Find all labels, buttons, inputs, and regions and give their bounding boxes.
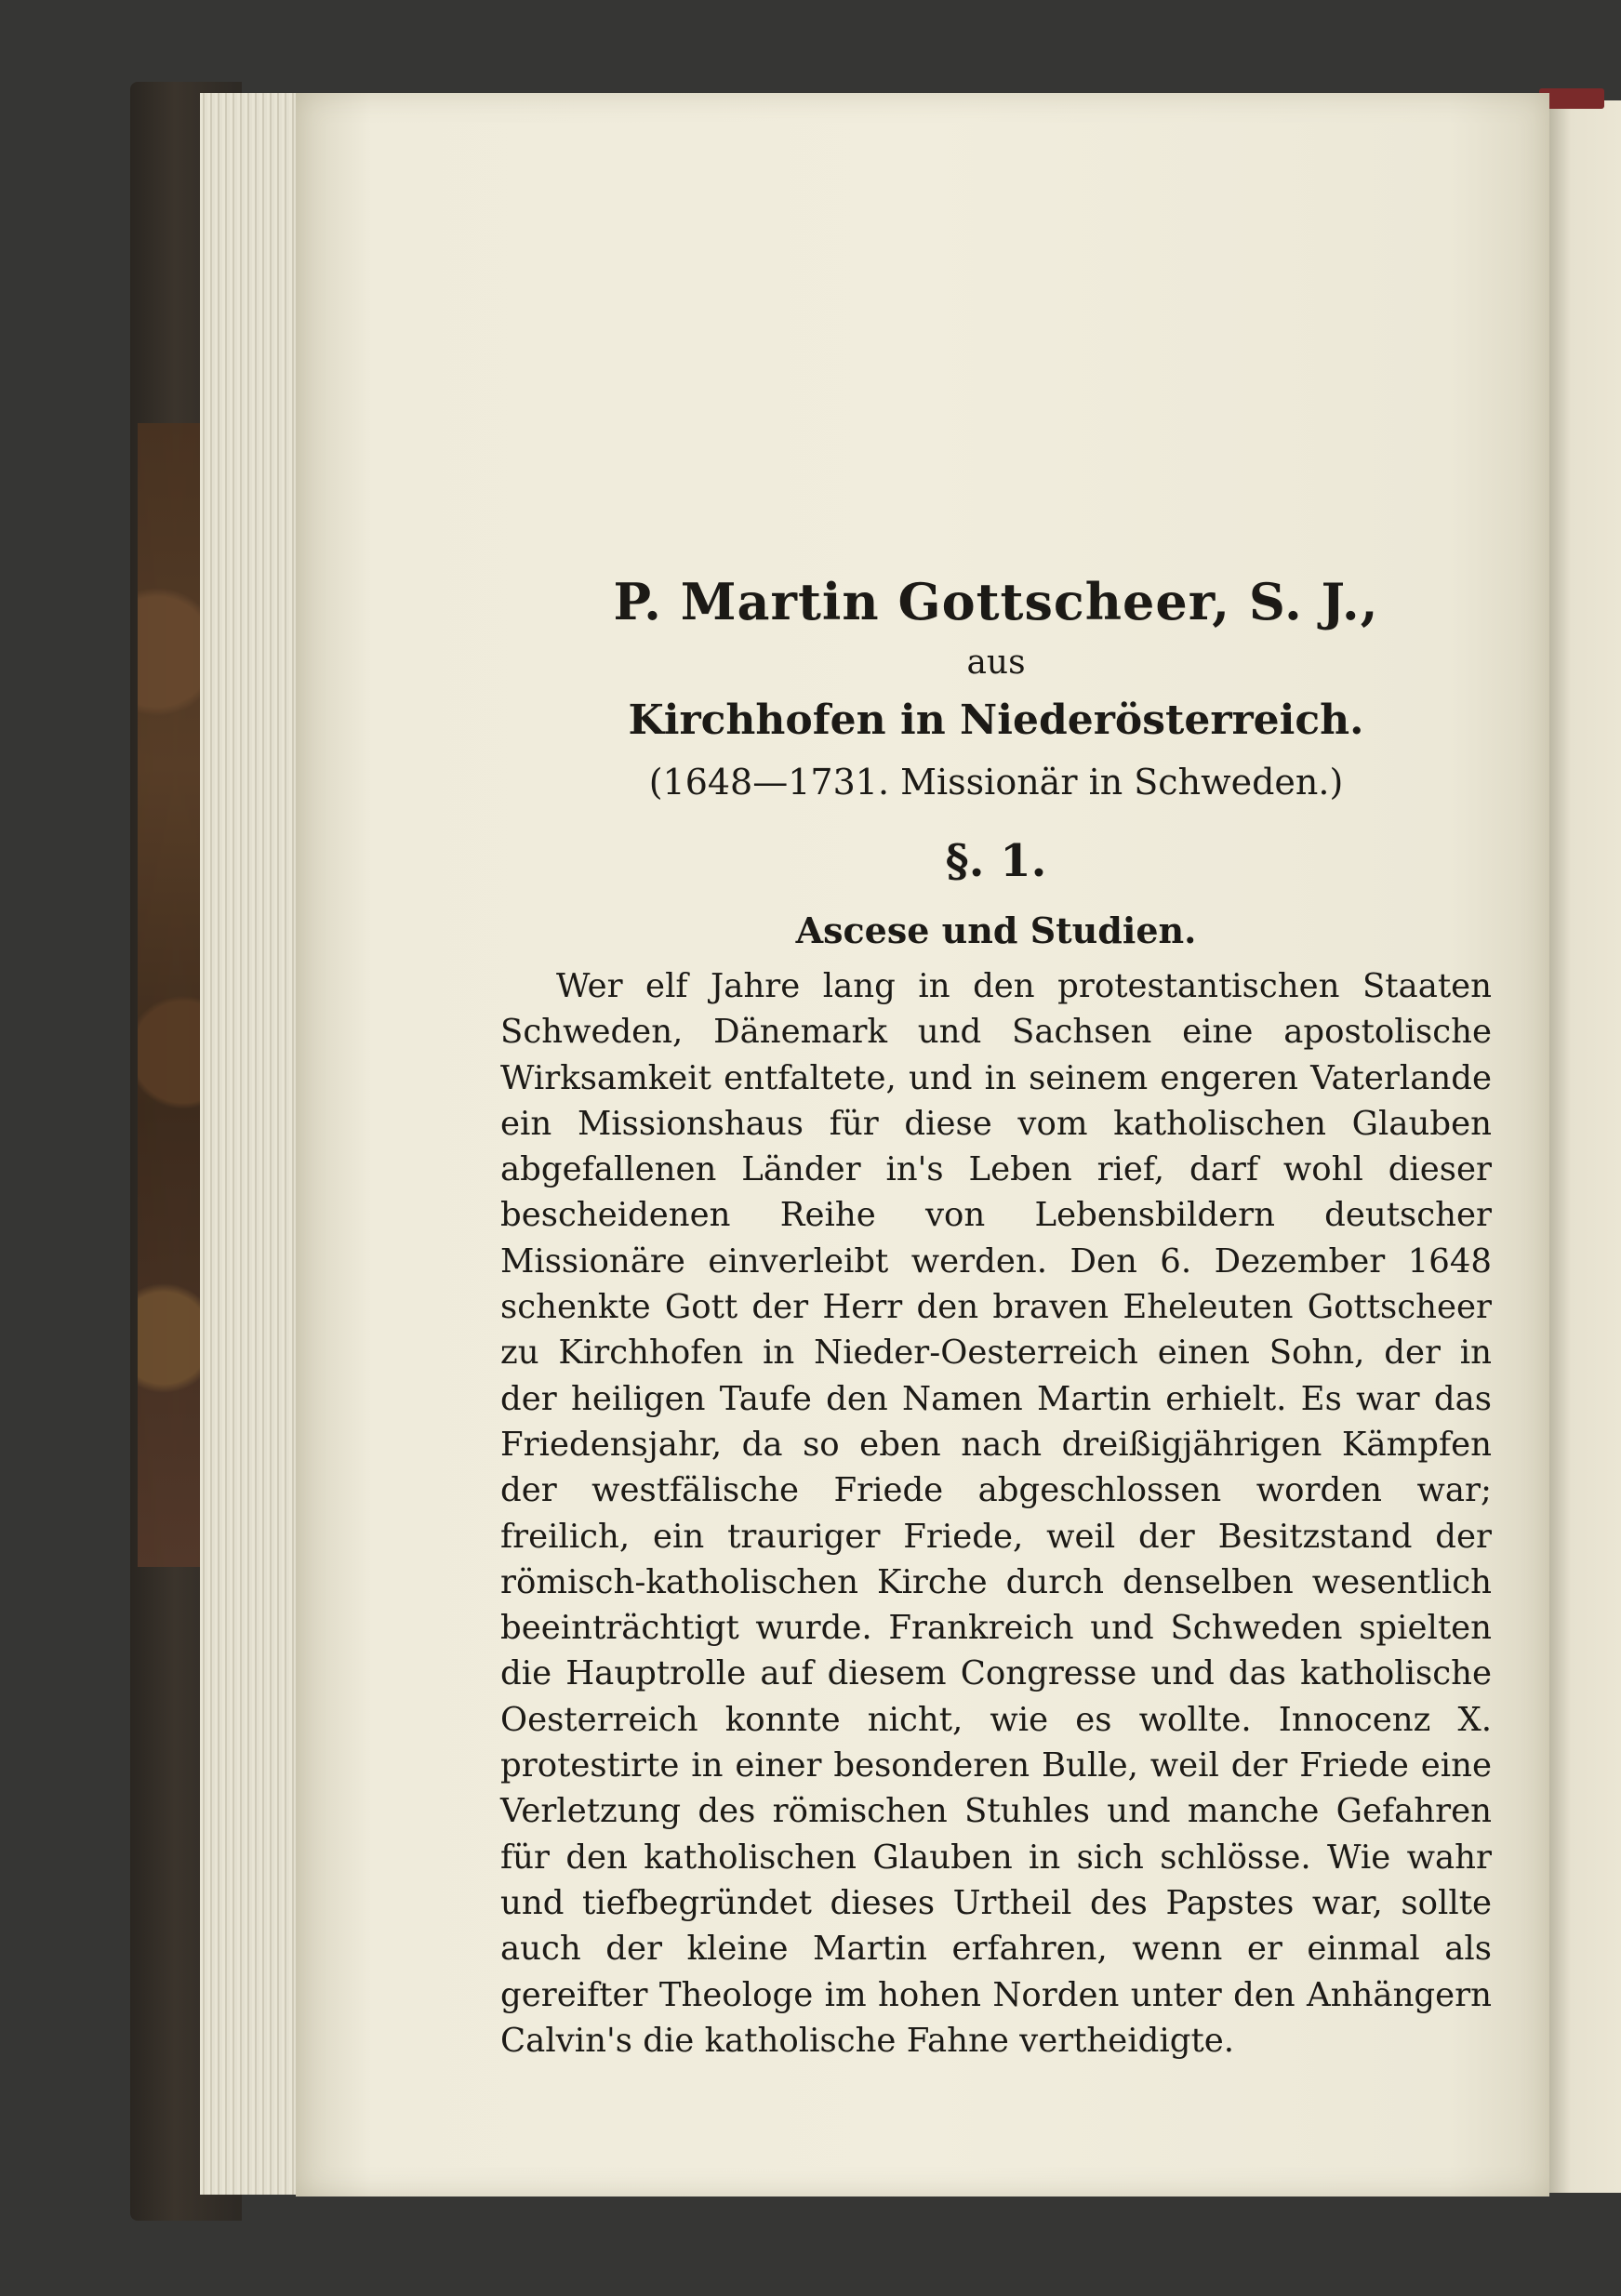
section-title: Ascese und Studien. xyxy=(795,909,1197,951)
page-edges xyxy=(200,93,302,2195)
body-paragraph: Wer elf Jahre lang in den protestantischen Staaten Schweden, Dänemark und Sachsen eine apostolische Wirksamkeit entfaltete, und in seinem engeren Vaterlande ein Missionshaus für diese vom katholischen Glauben abgefallenen Länder in's Leben rief, darf wohl dieser bescheidenen Reihe von Lebensbildern deutscher Missionäre einverleibt werden. Den 6. Dezember 1648 schenkte Gott der Herr den braven Eheleuten Gottscheer zu Kirchhofen in Nieder-Oesterreich einen Sohn, der in der heiligen Taufe den Namen Martin erhielt. Es war das Friedensjahr, da so eben nach dreißigjährigen Kämpfen der westfälische Friede abgeschlossen worden war; freilich, ein trauriger Friede, weil der Besitzstand der römisch-katholischen Kirche durch denselben wesentlich beeinträchtigt wurde. Frankreich und Schweden spielten die Hauptrolle auf diesem Congresse und das katholische Oesterreich konnte nicht, wie es wollte. Innocenz X. protestirte in einer besonderen Bulle, weil der Friede eine Verletzung des römischen Stuhles und manche Gefahren für den katholischen Glauben in sich schlösse. Wie wahr und tiefbegründet dieses Urtheil des Papstes war, sollte auch der kleine Martin erfahren, wenn er einmal als gereifter Theologe im hohen Norden unter den Anhängern Calvin's die katholische Fahne vertheidigte. xyxy=(500,967,1492,2060)
chapter-from: aus xyxy=(966,644,1026,682)
marbled-cover-panel xyxy=(138,423,203,1567)
section-number: §. 1. xyxy=(945,835,1047,887)
chapter-dates: (1648—1731. Missionär in Schweden.) xyxy=(648,762,1344,803)
chapter-place: Kirchhofen in Niederösterreich. xyxy=(628,697,1364,744)
page-text-block xyxy=(500,549,1492,2064)
chapter-title: P. Martin Gottscheer, S. J., xyxy=(613,572,1379,631)
opposite-page-edge xyxy=(1549,100,1621,2193)
